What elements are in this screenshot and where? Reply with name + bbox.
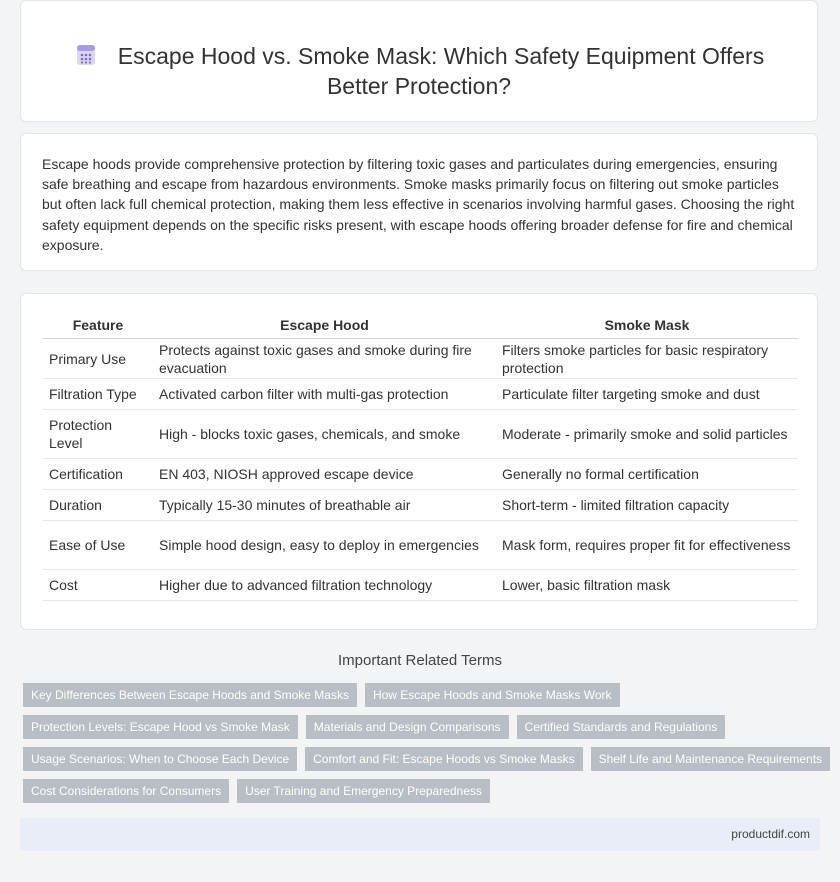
table-row (43, 459, 798, 490)
feature-cell: Certification (43, 459, 153, 490)
related-term-link[interactable]: Protection Levels: Escape Hood vs Smoke Mask (23, 715, 298, 739)
escape-hood-cell: High - blocks toxic gases, chemicals, and smoke (153, 410, 496, 459)
summary-card (20, 133, 818, 271)
table-row (43, 570, 798, 601)
escape-hood-cell: Higher due to advanced filtration technology (153, 570, 496, 601)
table-row (43, 410, 798, 459)
calculator-icon (74, 43, 98, 67)
related-term-link[interactable]: Comfort and Fit: Escape Hoods vs Smoke Masks (305, 747, 582, 771)
related-term-link[interactable]: Certified Standards and Regulations (517, 715, 726, 739)
smoke-mask-cell: Particulate filter targeting smoke and dust (496, 379, 798, 410)
related-term-link[interactable]: Shelf Life and Maintenance Requirements (591, 747, 830, 771)
related-term-link[interactable]: Materials and Design Comparisons (306, 715, 509, 739)
escape-hood-cell: Simple hood design, easy to deploy in emergencies (153, 521, 496, 570)
related-term-link[interactable]: Usage Scenarios: When to Choose Each Device (23, 747, 297, 771)
smoke-mask-cell: Lower, basic filtration mask (496, 570, 798, 601)
feature-cell: Primary Use (43, 339, 153, 379)
smoke-mask-cell: Short-term - limited filtration capacity (496, 490, 798, 521)
related-term-link[interactable]: User Training and Emergency Preparedness (237, 779, 490, 803)
table-row (43, 490, 798, 521)
comparison-table (43, 312, 798, 601)
header-smoke-mask: Smoke Mask (496, 312, 798, 339)
table-row (43, 339, 798, 379)
header-feature: Feature (43, 312, 153, 339)
table-row (43, 521, 798, 570)
feature-cell: Ease of Use (43, 521, 153, 570)
title-card (20, 0, 818, 122)
footer (20, 818, 820, 851)
smoke-mask-cell: Moderate - primarily smoke and solid particles (496, 410, 798, 459)
related-terms-title: Important Related Terms (338, 652, 502, 669)
related-terms-list (23, 683, 823, 811)
escape-hood-cell: EN 403, NIOSH approved escape device (153, 459, 496, 490)
related-term-link[interactable]: How Escape Hoods and Smoke Masks Work (365, 683, 620, 707)
smoke-mask-cell: Mask form, requires proper fit for effectiveness (496, 521, 798, 570)
feature-cell: Filtration Type (43, 379, 153, 410)
header-escape-hood: Escape Hood (153, 312, 496, 339)
table-header-row (43, 312, 798, 339)
feature-cell: Duration (43, 490, 153, 521)
page-title: Escape Hood vs. Smoke Mask: Which Safety Equipment Offers Better Protection? (117, 43, 765, 99)
smoke-mask-cell: Generally no formal certification (496, 459, 798, 490)
feature-cell: Cost (43, 570, 153, 601)
escape-hood-cell: Protects against toxic gases and smoke during fire evacuation (153, 339, 496, 379)
table-row (43, 379, 798, 410)
summary-text: Escape hoods provide comprehensive protection by filtering toxic gases and particulates during emergencies, ensuring safe breathing and escape from hazardous environments. Smoke masks primarily focus on filtering out smoke particles but often lack full chemical protection, making them less effective in scenarios involving harmful gases. Choosing the right safety equipment depends on the specific risks present, with escape hoods offering broader defense for fire and chemical exposure. (42, 156, 795, 253)
feature-cell: Protection Level (43, 410, 153, 459)
related-term-link[interactable]: Cost Considerations for Consumers (23, 779, 229, 803)
smoke-mask-cell: Filters smoke particles for basic respiratory protection (496, 339, 798, 379)
comparison-card (20, 293, 818, 630)
escape-hood-cell: Typically 15-30 minutes of breathable air (153, 490, 496, 521)
footer-site-link[interactable]: productdif.com (731, 827, 810, 841)
escape-hood-cell: Activated carbon filter with multi-gas protection (153, 379, 496, 410)
related-term-link[interactable]: Key Differences Between Escape Hoods and Smoke Masks (23, 683, 357, 707)
